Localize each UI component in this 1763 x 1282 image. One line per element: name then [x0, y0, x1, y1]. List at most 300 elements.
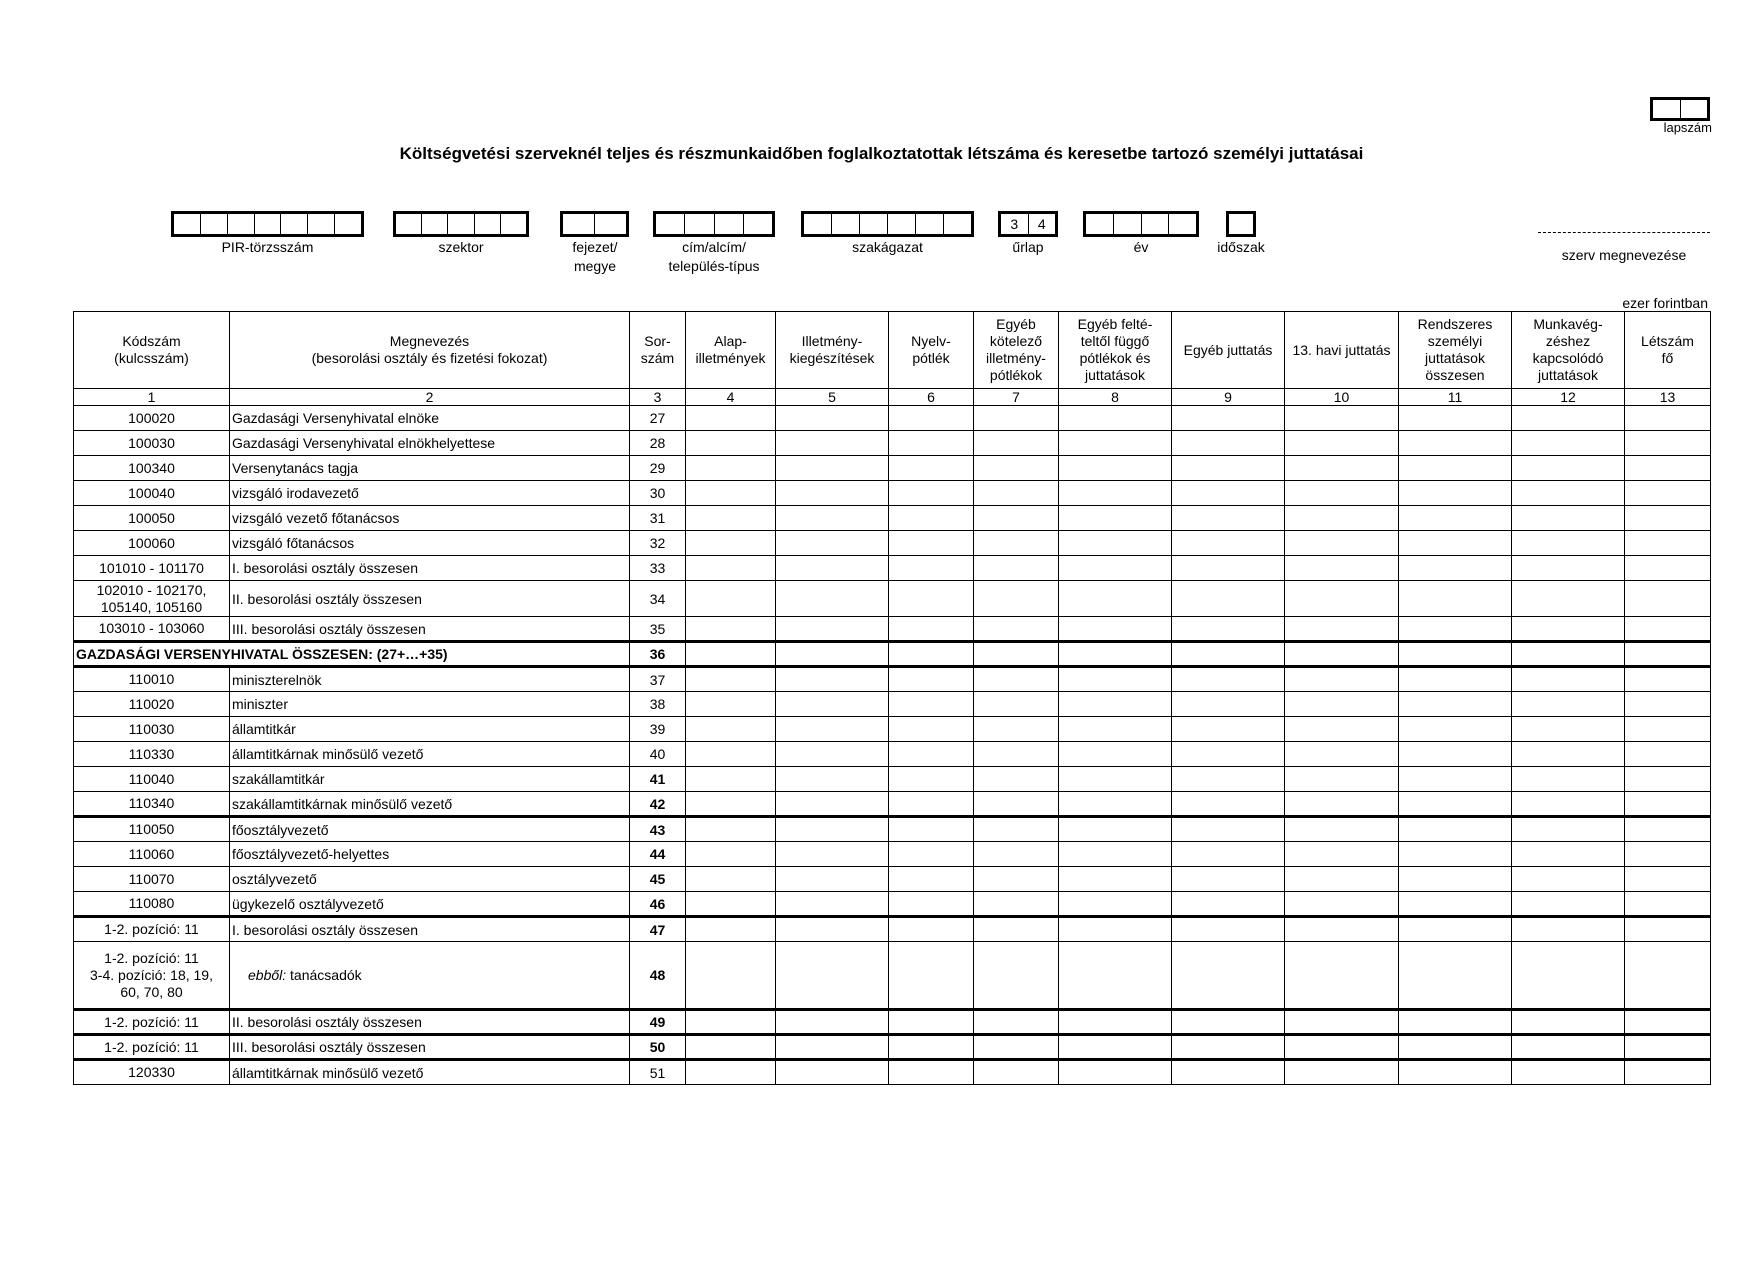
value-cell[interactable]	[776, 1010, 889, 1035]
value-cell[interactable]	[686, 692, 776, 717]
value-cell[interactable]	[889, 481, 974, 506]
value-cell[interactable]	[1625, 617, 1711, 642]
value-cell[interactable]	[1285, 767, 1399, 792]
value-cell[interactable]	[1512, 642, 1625, 667]
value-cell[interactable]	[686, 1035, 776, 1060]
value-cell[interactable]	[686, 842, 776, 867]
value-cell[interactable]	[889, 942, 974, 1010]
value-cell[interactable]	[686, 917, 776, 942]
value-cell[interactable]	[889, 792, 974, 817]
value-cell[interactable]	[1172, 842, 1285, 867]
value-cell[interactable]	[1172, 817, 1285, 842]
value-cell[interactable]	[974, 817, 1059, 842]
value-cell[interactable]	[1172, 617, 1285, 642]
value-cell[interactable]	[686, 617, 776, 642]
value-cell[interactable]	[1285, 481, 1399, 506]
value-cell[interactable]	[1625, 667, 1711, 692]
column-number: 13	[1625, 389, 1711, 406]
value-cell[interactable]	[1399, 1035, 1512, 1060]
value-cell[interactable]	[776, 456, 889, 481]
value-cell[interactable]	[776, 892, 889, 917]
value-cell[interactable]	[1399, 767, 1512, 792]
fejezet-field[interactable]	[560, 211, 629, 237]
value-cell[interactable]	[776, 767, 889, 792]
value-cell[interactable]	[1399, 1060, 1512, 1085]
value-cell[interactable]	[889, 767, 974, 792]
value-cell[interactable]	[686, 1060, 776, 1085]
value-cell[interactable]	[974, 867, 1059, 892]
value-cell[interactable]	[1172, 556, 1285, 581]
value-cell[interactable]	[686, 481, 776, 506]
value-cell[interactable]	[776, 667, 889, 692]
value-cell[interactable]	[1059, 1060, 1172, 1085]
name-cell: III. besorolási osztály összesen	[230, 1035, 630, 1060]
value-cell[interactable]	[1399, 667, 1512, 692]
value-cell[interactable]	[1512, 1035, 1625, 1060]
value-cell[interactable]	[1399, 617, 1512, 642]
value-cell[interactable]	[686, 817, 776, 842]
lapszam-box[interactable]	[1650, 97, 1710, 121]
value-cell[interactable]	[1059, 1035, 1172, 1060]
value-cell[interactable]	[889, 892, 974, 917]
value-cell[interactable]	[1285, 531, 1399, 556]
row-number-cell: 27	[630, 406, 686, 431]
value-cell[interactable]	[1512, 817, 1625, 842]
value-cell[interactable]	[974, 717, 1059, 742]
value-cell[interactable]	[1399, 717, 1512, 742]
table-row	[74, 431, 1711, 456]
value-cell[interactable]	[1285, 1010, 1399, 1035]
value-cell[interactable]	[1172, 892, 1285, 917]
lapszam-cell[interactable]	[1681, 100, 1708, 118]
value-cell[interactable]	[1512, 556, 1625, 581]
value-cell[interactable]	[1285, 792, 1399, 817]
value-cell[interactable]	[776, 867, 889, 892]
value-cell[interactable]	[1512, 917, 1625, 942]
value-cell[interactable]	[974, 531, 1059, 556]
value-cell[interactable]	[1625, 456, 1711, 481]
value-cell[interactable]	[1399, 917, 1512, 942]
value-cell[interactable]	[1285, 742, 1399, 767]
value-cell[interactable]	[1059, 867, 1172, 892]
value-cell[interactable]	[1399, 481, 1512, 506]
value-cell[interactable]	[776, 917, 889, 942]
value-cell[interactable]	[686, 642, 776, 667]
value-cell[interactable]	[1172, 767, 1285, 792]
name-cell: szakállamtitkár	[230, 767, 630, 792]
value-cell[interactable]	[776, 692, 889, 717]
value-cell[interactable]	[889, 667, 974, 692]
value-cell[interactable]	[1285, 556, 1399, 581]
value-cell[interactable]	[1172, 917, 1285, 942]
code-cell: 100050	[74, 506, 230, 531]
value-cell[interactable]	[686, 556, 776, 581]
value-cell[interactable]	[686, 456, 776, 481]
value-cell[interactable]	[1059, 817, 1172, 842]
value-cell[interactable]	[686, 581, 776, 617]
table-row	[74, 556, 1711, 581]
value-cell[interactable]	[1512, 456, 1625, 481]
value-cell[interactable]	[1625, 742, 1711, 767]
value-cell[interactable]	[974, 792, 1059, 817]
code-cell: 110330	[74, 742, 230, 767]
value-cell[interactable]	[1399, 556, 1512, 581]
column-number: 10	[1285, 389, 1399, 406]
value-cell[interactable]	[889, 692, 974, 717]
value-cell[interactable]	[1512, 892, 1625, 917]
value-cell[interactable]	[1399, 692, 1512, 717]
value-cell[interactable]	[1625, 767, 1711, 792]
cim-field[interactable]	[653, 211, 775, 237]
value-cell[interactable]	[1285, 667, 1399, 692]
value-cell[interactable]	[776, 481, 889, 506]
value-cell[interactable]	[1285, 617, 1399, 642]
value-cell[interactable]	[1512, 406, 1625, 431]
value-cell[interactable]	[1399, 842, 1512, 867]
value-cell[interactable]	[974, 1060, 1059, 1085]
value-cell[interactable]	[1625, 481, 1711, 506]
value-cell[interactable]	[974, 617, 1059, 642]
value-cell[interactable]	[1172, 431, 1285, 456]
column-number: 11	[1399, 389, 1512, 406]
value-cell[interactable]	[1059, 642, 1172, 667]
value-cell[interactable]	[1399, 1010, 1512, 1035]
value-cell[interactable]	[889, 1060, 974, 1085]
value-cell[interactable]	[1512, 1060, 1625, 1085]
value-cell[interactable]	[889, 717, 974, 742]
value-cell[interactable]	[776, 942, 889, 1010]
value-cell[interactable]	[1625, 942, 1711, 1010]
value-cell[interactable]	[974, 506, 1059, 531]
column-number: 2	[230, 389, 630, 406]
total-label: GAZDASÁGI VERSENYHIVATAL ÖSSZESEN: (27+…+35)	[74, 642, 630, 667]
value-cell[interactable]	[889, 556, 974, 581]
value-cell[interactable]	[974, 556, 1059, 581]
value-cell[interactable]	[686, 867, 776, 892]
value-cell[interactable]	[1512, 942, 1625, 1010]
value-cell[interactable]	[1625, 556, 1711, 581]
ev-field[interactable]	[1083, 211, 1199, 237]
value-cell[interactable]	[889, 742, 974, 767]
value-cell[interactable]	[776, 1035, 889, 1060]
value-cell[interactable]	[1285, 642, 1399, 667]
value-cell[interactable]	[1512, 581, 1625, 617]
value-cell[interactable]	[1285, 456, 1399, 481]
value-cell[interactable]	[1625, 506, 1711, 531]
szerv-input-line[interactable]	[1538, 232, 1710, 233]
value-cell[interactable]	[1399, 817, 1512, 842]
value-cell[interactable]	[1059, 667, 1172, 692]
value-cell[interactable]	[776, 617, 889, 642]
value-cell[interactable]	[1625, 581, 1711, 617]
value-cell[interactable]	[1285, 692, 1399, 717]
name-cell: I. besorolási osztály összesen	[230, 917, 630, 942]
value-cell[interactable]	[1399, 867, 1512, 892]
value-cell[interactable]	[686, 506, 776, 531]
row-number-cell: 33	[630, 556, 686, 581]
value-cell[interactable]	[1512, 767, 1625, 792]
value-cell[interactable]	[1172, 456, 1285, 481]
value-cell[interactable]	[1625, 1010, 1711, 1035]
value-cell[interactable]	[776, 431, 889, 456]
value-cell[interactable]	[1399, 506, 1512, 531]
value-cell[interactable]	[776, 1060, 889, 1085]
value-cell[interactable]	[1172, 1010, 1285, 1035]
value-cell[interactable]	[1512, 667, 1625, 692]
value-cell[interactable]	[776, 581, 889, 617]
value-cell[interactable]	[1285, 431, 1399, 456]
value-cell[interactable]	[974, 481, 1059, 506]
value-cell[interactable]	[1512, 531, 1625, 556]
code-cell: 102010 - 102170, 105140, 105160	[74, 581, 230, 617]
value-cell[interactable]	[1059, 792, 1172, 817]
value-cell[interactable]	[1059, 506, 1172, 531]
value-cell[interactable]	[1625, 892, 1711, 917]
row-number-cell: 36	[630, 642, 686, 667]
value-cell[interactable]	[1625, 1060, 1711, 1085]
value-cell[interactable]	[1172, 481, 1285, 506]
row-number-cell: 38	[630, 692, 686, 717]
value-cell[interactable]	[1059, 717, 1172, 742]
value-cell[interactable]	[1625, 842, 1711, 867]
value-cell[interactable]	[974, 892, 1059, 917]
value-cell[interactable]	[1512, 692, 1625, 717]
value-cell[interactable]	[776, 642, 889, 667]
value-cell[interactable]	[1512, 481, 1625, 506]
idoszak-field[interactable]	[1226, 211, 1256, 237]
value-cell[interactable]	[776, 842, 889, 867]
lapszam-cell[interactable]	[1653, 100, 1681, 118]
value-cell[interactable]	[1059, 742, 1172, 767]
code-cell: 1-2. pozíció: 11	[74, 1035, 230, 1060]
value-cell[interactable]	[889, 431, 974, 456]
value-cell[interactable]	[1512, 617, 1625, 642]
value-cell[interactable]	[1399, 456, 1512, 481]
value-cell[interactable]	[1172, 792, 1285, 817]
value-cell[interactable]	[1399, 581, 1512, 617]
value-cell[interactable]	[686, 717, 776, 742]
value-cell[interactable]	[686, 942, 776, 1010]
column-number: 12	[1512, 389, 1625, 406]
value-cell[interactable]	[1512, 742, 1625, 767]
value-cell[interactable]	[1625, 692, 1711, 717]
name-cell: I. besorolási osztály összesen	[230, 556, 630, 581]
code-cell: 110060	[74, 842, 230, 867]
value-cell[interactable]	[1172, 1060, 1285, 1085]
value-cell[interactable]	[686, 531, 776, 556]
urlap-field[interactable]: 3 4	[998, 211, 1058, 237]
szakagazat-field[interactable]	[801, 211, 974, 237]
value-cell[interactable]	[889, 456, 974, 481]
value-cell[interactable]	[974, 431, 1059, 456]
value-cell[interactable]	[1172, 867, 1285, 892]
value-cell[interactable]	[974, 667, 1059, 692]
value-cell[interactable]	[686, 792, 776, 817]
value-cell[interactable]	[1172, 642, 1285, 667]
value-cell[interactable]	[1625, 792, 1711, 817]
value-cell[interactable]	[1625, 431, 1711, 456]
value-cell[interactable]	[776, 792, 889, 817]
value-cell[interactable]	[1172, 742, 1285, 767]
value-cell[interactable]	[776, 506, 889, 531]
value-cell[interactable]	[1399, 892, 1512, 917]
value-cell[interactable]	[889, 867, 974, 892]
value-cell[interactable]	[686, 767, 776, 792]
value-cell[interactable]	[776, 406, 889, 431]
value-cell[interactable]	[1285, 717, 1399, 742]
value-cell[interactable]	[1172, 692, 1285, 717]
value-cell[interactable]	[974, 842, 1059, 867]
name-cell: vizsgáló főtanácsos	[230, 531, 630, 556]
code-cell: 100030	[74, 431, 230, 456]
value-cell[interactable]	[1512, 867, 1625, 892]
value-cell[interactable]	[1059, 556, 1172, 581]
value-cell[interactable]	[974, 581, 1059, 617]
row-number-cell: 37	[630, 667, 686, 692]
value-cell[interactable]	[1059, 892, 1172, 917]
value-cell[interactable]	[1512, 506, 1625, 531]
value-cell[interactable]	[1399, 792, 1512, 817]
value-cell[interactable]	[1285, 842, 1399, 867]
value-cell[interactable]	[1172, 717, 1285, 742]
value-cell[interactable]	[889, 531, 974, 556]
value-cell[interactable]	[1059, 581, 1172, 617]
value-cell[interactable]	[1059, 692, 1172, 717]
value-cell[interactable]	[1285, 817, 1399, 842]
value-cell[interactable]	[776, 742, 889, 767]
value-cell[interactable]	[1512, 717, 1625, 742]
value-cell[interactable]	[1625, 917, 1711, 942]
value-cell[interactable]	[686, 667, 776, 692]
value-cell[interactable]	[1399, 642, 1512, 667]
value-cell[interactable]	[686, 1010, 776, 1035]
table-row	[74, 531, 1711, 556]
value-cell[interactable]	[1285, 892, 1399, 917]
value-cell[interactable]	[776, 556, 889, 581]
column-header: Nyelv- pótlék	[889, 312, 974, 389]
value-cell[interactable]	[889, 506, 974, 531]
value-cell[interactable]	[1399, 406, 1512, 431]
value-cell[interactable]	[1059, 842, 1172, 867]
value-cell[interactable]	[1625, 1035, 1711, 1060]
value-cell[interactable]	[1059, 456, 1172, 481]
value-cell[interactable]	[1625, 642, 1711, 667]
value-cell[interactable]	[1399, 431, 1512, 456]
value-cell[interactable]	[1285, 1035, 1399, 1060]
value-cell[interactable]	[974, 406, 1059, 431]
value-cell[interactable]	[1059, 617, 1172, 642]
value-cell[interactable]	[889, 1010, 974, 1035]
value-cell[interactable]	[1625, 717, 1711, 742]
data-table	[73, 311, 1711, 1085]
code-cell: 1-2. pozíció: 11 3-4. pozíció: 18, 19, 60, 70, 80	[74, 942, 230, 1010]
value-cell[interactable]	[1399, 942, 1512, 1010]
value-cell[interactable]	[974, 942, 1059, 1010]
value-cell[interactable]	[1172, 667, 1285, 692]
value-cell[interactable]	[1172, 581, 1285, 617]
name-cell: II. besorolási osztály összesen	[230, 1010, 630, 1035]
value-cell[interactable]	[1625, 817, 1711, 842]
value-cell[interactable]	[974, 642, 1059, 667]
value-cell[interactable]	[1059, 942, 1172, 1010]
value-cell[interactable]	[974, 1010, 1059, 1035]
value-cell[interactable]	[1625, 531, 1711, 556]
value-cell[interactable]	[889, 917, 974, 942]
value-cell[interactable]	[776, 717, 889, 742]
column-header: Egyéb kötelező illetmény- pótlékok	[974, 312, 1059, 389]
value-cell[interactable]	[1059, 1010, 1172, 1035]
value-cell[interactable]	[889, 1035, 974, 1060]
value-cell[interactable]	[1285, 942, 1399, 1010]
value-cell[interactable]	[889, 406, 974, 431]
table-row	[74, 742, 1711, 767]
value-cell[interactable]	[974, 767, 1059, 792]
value-cell[interactable]	[889, 581, 974, 617]
value-cell[interactable]	[1285, 581, 1399, 617]
value-cell[interactable]	[974, 917, 1059, 942]
table-row	[74, 717, 1711, 742]
value-cell[interactable]	[1512, 431, 1625, 456]
value-cell[interactable]	[974, 1035, 1059, 1060]
value-cell[interactable]	[1172, 506, 1285, 531]
code-cell: 110050	[74, 817, 230, 842]
value-cell[interactable]	[1059, 431, 1172, 456]
value-cell[interactable]	[974, 456, 1059, 481]
value-cell[interactable]	[776, 531, 889, 556]
value-cell[interactable]	[1285, 506, 1399, 531]
code-cell: 100340	[74, 456, 230, 481]
value-cell[interactable]	[1059, 481, 1172, 506]
value-cell[interactable]	[686, 406, 776, 431]
code-cell: 103010 - 103060	[74, 617, 230, 642]
value-cell[interactable]	[1285, 1060, 1399, 1085]
value-cell[interactable]	[1172, 942, 1285, 1010]
value-cell[interactable]	[1059, 406, 1172, 431]
value-cell[interactable]	[1285, 917, 1399, 942]
value-cell[interactable]	[1172, 406, 1285, 431]
value-cell[interactable]	[686, 742, 776, 767]
table-row	[74, 792, 1711, 817]
value-cell[interactable]	[1399, 531, 1512, 556]
value-cell[interactable]	[1059, 531, 1172, 556]
value-cell[interactable]	[1285, 867, 1399, 892]
value-cell[interactable]	[974, 692, 1059, 717]
value-cell[interactable]	[1059, 917, 1172, 942]
value-cell[interactable]	[974, 742, 1059, 767]
value-cell[interactable]	[1059, 767, 1172, 792]
name-cell: vizsgáló vezető főtanácsos	[230, 506, 630, 531]
value-cell[interactable]	[1172, 1035, 1285, 1060]
value-cell[interactable]	[889, 817, 974, 842]
value-cell[interactable]	[889, 842, 974, 867]
code-cell: 110020	[74, 692, 230, 717]
value-cell[interactable]	[776, 817, 889, 842]
value-cell[interactable]	[1512, 1010, 1625, 1035]
value-cell[interactable]	[1625, 406, 1711, 431]
value-cell[interactable]	[1512, 792, 1625, 817]
pir-field[interactable]	[171, 211, 364, 237]
value-cell[interactable]	[1399, 742, 1512, 767]
value-cell[interactable]	[1512, 842, 1625, 867]
value-cell[interactable]	[1285, 406, 1399, 431]
szektor-field[interactable]	[393, 211, 529, 237]
value-cell[interactable]	[889, 617, 974, 642]
value-cell[interactable]	[1625, 867, 1711, 892]
value-cell[interactable]	[686, 431, 776, 456]
value-cell[interactable]	[889, 642, 974, 667]
value-cell[interactable]	[1172, 531, 1285, 556]
value-cell[interactable]	[686, 892, 776, 917]
